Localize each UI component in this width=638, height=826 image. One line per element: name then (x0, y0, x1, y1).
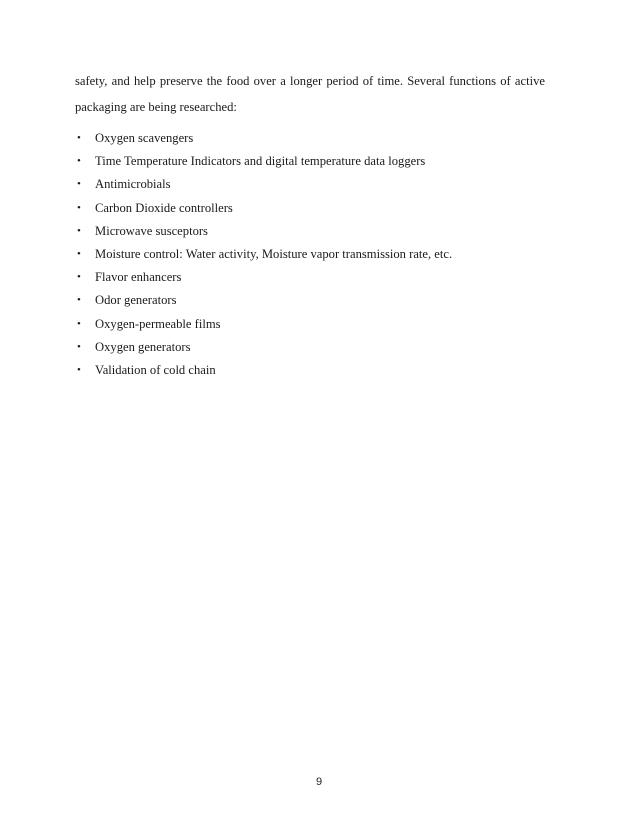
list-item-text: Microwave susceptors (95, 223, 208, 238)
list-item-text: Validation of cold chain (95, 362, 216, 377)
bullet-icon: • (77, 271, 81, 284)
bullet-icon: • (77, 178, 81, 191)
list-item-text: Carbon Dioxide controllers (95, 200, 233, 215)
list-item (75, 266, 555, 289)
bullet-icon: • (77, 132, 81, 144)
body-paragraph: safety, and help preserve the food over a longer period of time. Several functions of active packaging are being researched: (75, 74, 545, 114)
list-item (75, 359, 555, 382)
list-item (75, 336, 555, 359)
bullet-icon: • (77, 224, 81, 237)
list-item (75, 313, 555, 336)
page-number: 9 (315, 776, 323, 788)
list-item-text: Oxygen scavengers (95, 131, 194, 145)
function-list (75, 127, 555, 382)
list-item-text: Antimicrobials (95, 177, 171, 192)
list-item-text: Oxygen-permeable films (95, 316, 221, 331)
bullet-icon: • (77, 317, 81, 330)
list-item-text: Time Temperature Indicators and digital temperature data loggers (95, 154, 426, 169)
list-item-text: Flavor enhancers (95, 270, 182, 285)
bullet-icon: • (77, 155, 81, 168)
list-item (75, 220, 555, 243)
list-item (75, 197, 555, 220)
bullet-icon: • (77, 201, 81, 214)
list-item (75, 150, 555, 173)
list-item-text: Odor generators (95, 293, 177, 308)
bullet-icon: • (77, 340, 81, 353)
bullet-icon: • (77, 247, 81, 260)
list-item-text: Moisture control: Water activity, Moisture vapor transmission rate, etc. (95, 246, 453, 261)
list-item (75, 127, 555, 150)
bullet-icon: • (77, 294, 81, 307)
bullet-icon: • (77, 363, 81, 376)
list-item-text: Oxygen generators (95, 339, 191, 354)
list-item (75, 243, 555, 266)
list-item (75, 289, 555, 312)
list-item (75, 173, 555, 196)
